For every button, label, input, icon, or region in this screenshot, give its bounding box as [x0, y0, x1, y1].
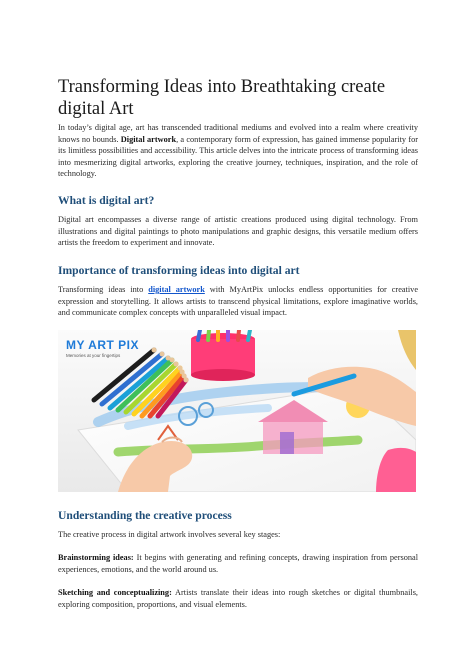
intro-paragraph [58, 122, 418, 180]
document-title: Transforming Ideas into Breathtaking create digital Art [58, 77, 386, 119]
stage-brainstorming-label: Brainstorming ideas: [58, 553, 134, 562]
intro-text-start: In today’s digital age, art has transcended traditional mediums and evolved into a realm where creativity knows no bounds. [58, 123, 418, 144]
intro-bold-term: Digital artwork [120, 134, 177, 144]
creative-process-intro: The creative process in digital artwork involves several key stages: [58, 530, 281, 539]
article-photo [58, 330, 416, 492]
section-heading-what-is-digital-art: What is digital art? [58, 194, 155, 207]
stage-brainstorming [58, 552, 418, 575]
myartpix-logo [66, 338, 139, 358]
importance-text-end: with MyArtPix unlocks endless opportunities for creative expression and storytelling. It allows artists to transcend physical limitations, explore imaginative worlds, and communicate complex concepts with unparalleled visual impact. [58, 285, 419, 318]
section-body-what-is-digital-art: Digital art encompasses a diverse range of artistic creations produced using digital technology. From illustrations and digital paintings to photo manipulations and graphic designs, this versatile medium offers artists the freedom to experiment and innovate. [58, 215, 418, 248]
section-body-importance [58, 284, 418, 319]
logo-text: MY ART PIX [66, 338, 140, 352]
stage-sketching-label: Sketching and conceptualizing: [58, 588, 172, 597]
intro-text-end: , a contemporary form of expression, has gained immense popularity for its limitless possibilities and accessibility. This article delves into the intricate process of transforming ideas into mesmerizing digital artworks, exploring the creative journey, techniques, inspiration, and the role of technology. [58, 134, 418, 179]
logo-tagline: Memories at your fingertips [66, 353, 121, 358]
section-heading-creative-process: Understanding the creative process [58, 509, 232, 522]
stage-sketching-text: Artists translate their ideas into rough sketches or digital thumbnails, exploring composition, proportions, and visual elements. [58, 588, 419, 609]
stage-brainstorming-text: It begins with generating and refining concepts, drawing inspiration from personal experiences, emotions, and the world around us. [58, 553, 418, 574]
stage-sketching [58, 587, 418, 610]
section-heading-importance: Importance of transforming ideas into digital art [58, 264, 300, 277]
digital-artwork-link[interactable]: digital artwork [148, 285, 205, 294]
importance-text-start: Transforming ideas into [58, 285, 149, 294]
